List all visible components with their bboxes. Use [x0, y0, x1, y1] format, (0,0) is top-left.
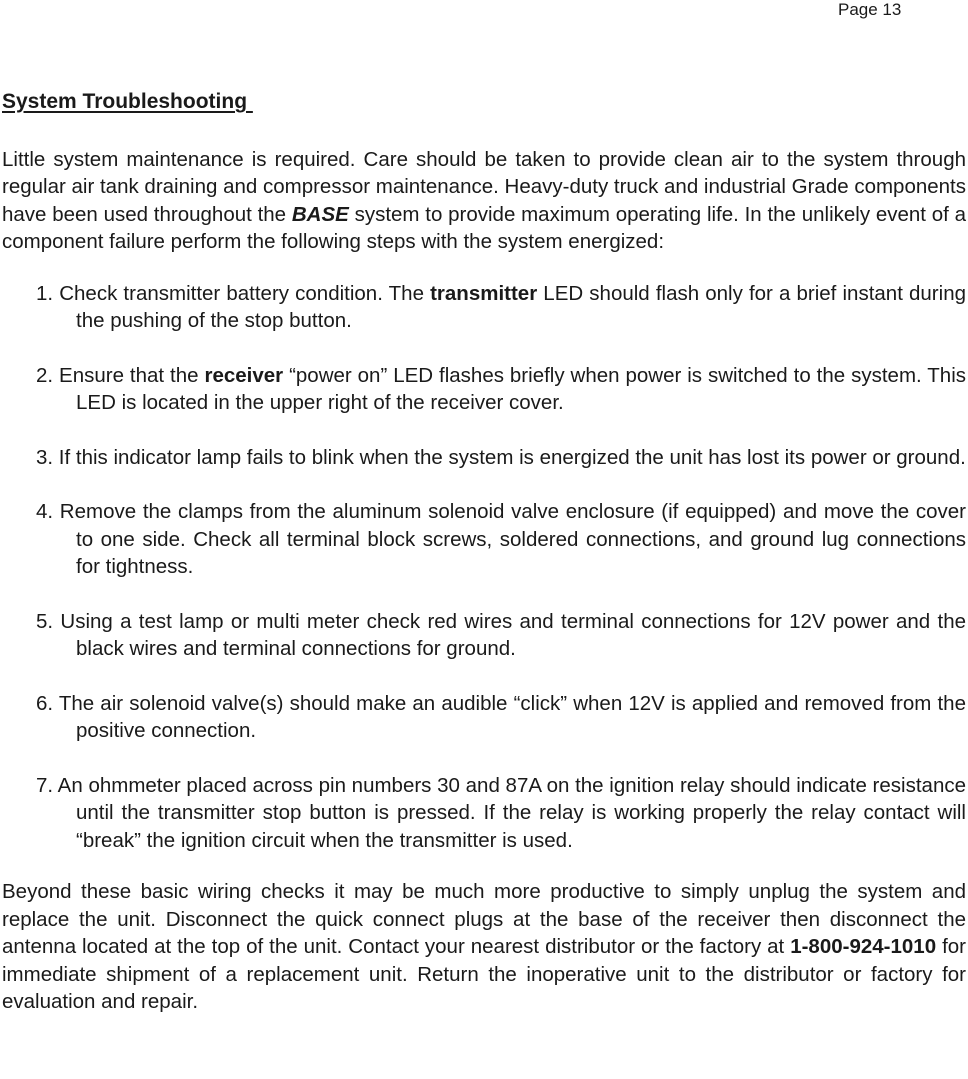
closing-paragraph	[2, 878, 966, 1016]
page-content	[2, 88, 966, 1016]
step-text-start: 2. Ensure that the	[36, 363, 205, 387]
step-item-2	[36, 362, 966, 417]
intro-text-start: Little system maintenance is required. Care should be taken to provide clean air to the system through regular air tank draining and compressor maintenance. Heavy-duty truck and industrial Grade components have been used throughout the	[2, 147, 967, 226]
section-title: System Troubleshooting	[2, 90, 253, 113]
step-text-start: 1. Check transmitter battery condition. The	[36, 281, 431, 305]
troubleshooting-steps	[2, 280, 966, 855]
step-item-1	[36, 280, 966, 335]
step-item-5: 5. Using a test lamp or multi meter check red wires and terminal connections for 12V power and the black wires and terminal connections for ground.	[36, 609, 966, 660]
brand-name: BASE	[291, 202, 349, 226]
closing-text-start: Beyond these basic wiring checks it may be much more productive to simply unplug the system and replace the unit. Disconnect the quick connect plugs at the base of the receiver then disconnect the antenna located at the top of the unit. Contact your nearest distributor or the factory at	[2, 880, 966, 958]
step-item-7: 7. An ohmmeter placed across pin numbers 30 and 87A on the ignition relay should indicate resistance until the transmitter stop button is pressed. If the relay is working properly the relay contact will “break” the ignition circuit when the transmitter is used.	[36, 773, 966, 852]
step-text-end: LED should flash only for a brief instant during the pushing of the stop button.	[76, 281, 966, 332]
step-keyword-receiver: receiver	[204, 363, 284, 387]
intro-text-end: system to provide maximum operating life. In the unlikely event of a component failure perform the following steps with the system energized:	[2, 202, 967, 253]
step-item-6: 6. The air solenoid valve(s) should make an audible “click” when 12V is applied and removed from the positive connection.	[36, 691, 966, 742]
step-item-4: 4. Remove the clamps from the aluminum solenoid valve enclosure (if equipped) and move the cover to one side. Check all terminal block screws, soldered connections, and ground lug connections for tightness.	[36, 500, 966, 578]
page-number: Page 13	[838, 0, 902, 19]
closing-text-end: for immediate shipment of a replacement unit. Return the inoperative unit to the distributor or factory for evaluation and repair.	[2, 935, 966, 1013]
step-text-end: “power on” LED flashes briefly when power is switched to the system. This LED is located in the upper right of the receiver cover.	[76, 363, 966, 414]
step-keyword-transmitter: transmitter	[430, 281, 538, 305]
intro-paragraph	[2, 146, 966, 256]
step-item-3: 3. If this indicator lamp fails to blink when the system is energized the unit has lost its power or ground.	[36, 445, 966, 469]
factory-phone-number: 1-800-924-1010	[790, 935, 937, 958]
